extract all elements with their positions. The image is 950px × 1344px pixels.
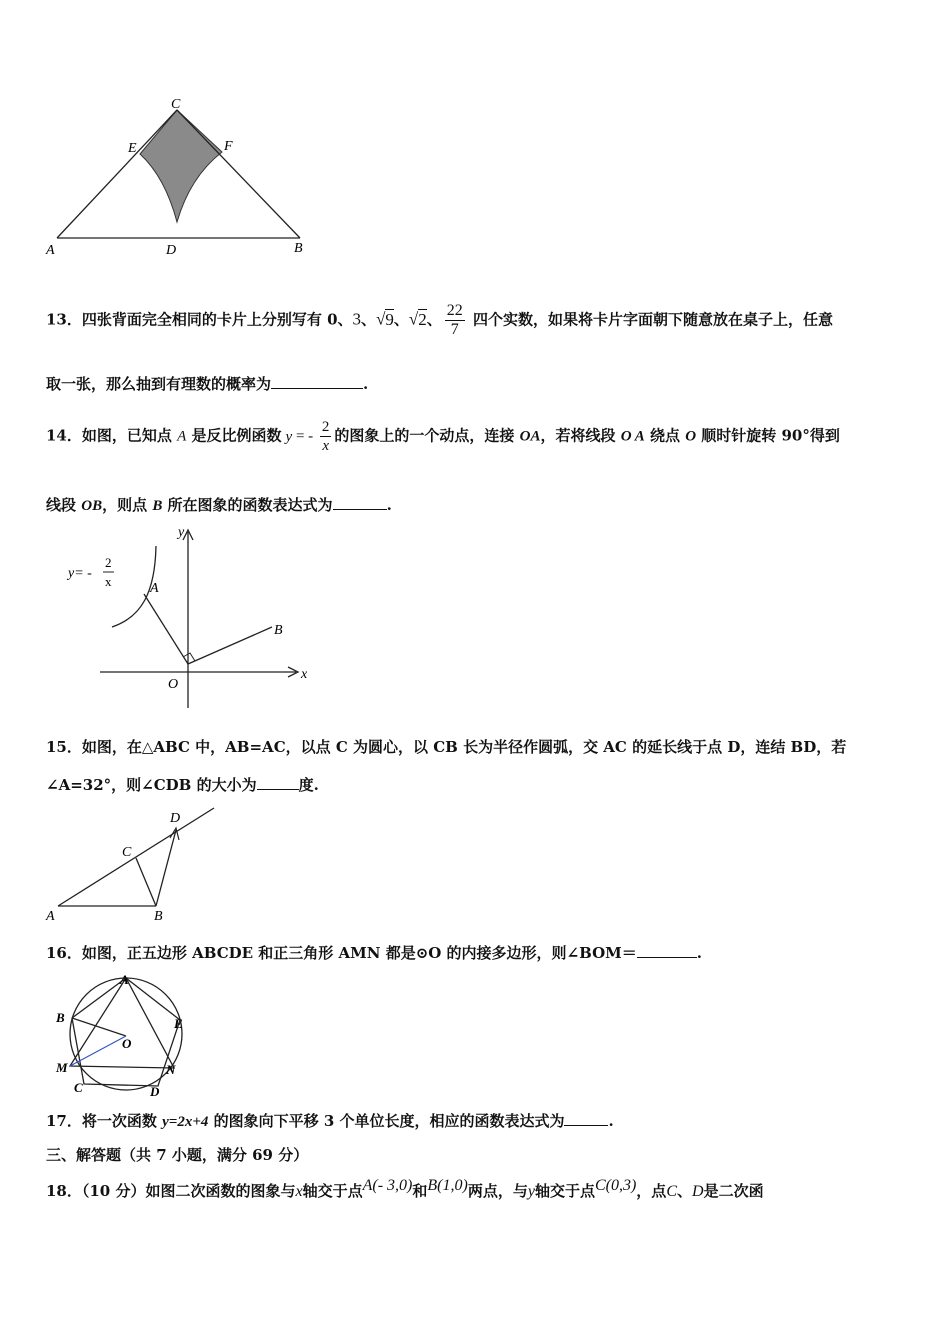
label-d: D [170,811,181,826]
pentagon-abcde [72,978,180,1086]
side-cb [136,858,156,906]
q18-text2: 轴交于点 [302,1182,363,1200]
q15-answer-blank[interactable] [257,775,299,790]
q13-sqrt9: √9 [376,309,394,329]
label-x: x [301,667,308,682]
label-e: E [174,1016,183,1031]
eq-num: 2 [105,555,112,570]
section3-title [46,1144,308,1165]
q16-answer-blank[interactable] [637,943,697,958]
label-o: O [122,1036,132,1051]
q15-line2 [46,774,319,795]
q18-point-b: B(1,0) [427,1177,468,1194]
q13-line2 [46,373,368,394]
q13-sep1: 、 [361,310,377,329]
q13-sqrt2: √2 [408,309,427,329]
q14-func-lhs: y [285,428,293,445]
q14-line2a: 线段 [46,496,82,514]
q13-frac-num: 22 [446,302,463,319]
section3-title-text: 三、解答题（共 7 小题，满分 69 分） [46,1146,309,1164]
q18-number: 18． [46,1182,82,1200]
q17-answer-blank[interactable] [564,1111,608,1126]
label-a: A [120,972,129,987]
q18-axis-x: x [295,1183,303,1200]
figure-q16 [48,970,198,1100]
label-n: N [166,1062,176,1077]
q18-line1 [46,1177,764,1201]
q13-sqrt9-value: 9 [385,309,394,329]
q18-axis-y: y [527,1183,535,1200]
q17-line1 [46,1110,614,1131]
label-a: A [46,243,55,258]
q15-line1 [46,736,846,757]
label-f: F [224,139,233,154]
figure-q14 [60,522,330,712]
q14-frac-num: 2 [321,419,330,435]
q13-sep2: 、 [393,310,409,329]
label-b: B [294,241,303,256]
q14-seg-oa: OA [519,428,541,445]
label-o: O [168,677,179,692]
label-e: E [128,141,137,156]
q14-text5: 绕点 [644,426,686,445]
q13-end: . [363,375,369,393]
q14-frac-den: x [322,438,329,454]
q13-line1 [46,302,833,339]
q13-number: 13． [46,310,82,329]
q14-point-a: A [177,428,187,445]
q14-line2b: ，则点 [102,496,153,514]
q14-seg-ob: OB [81,498,103,514]
label-y: y [178,525,185,540]
q14-answer-blank[interactable] [333,495,387,510]
segment-oa [144,594,188,664]
shaded-region [140,110,222,222]
q14-point-b: B [152,498,163,514]
q14-text1: 如图，已知点 [81,426,178,445]
q14-line2c: 所在图象的函数表达式为 [162,496,333,514]
eq-lhs: y= - [68,566,92,581]
eq-den: x [105,574,112,589]
q18-text5: 轴交于点 [534,1182,595,1200]
line-ad [58,808,214,906]
label-b: B [154,909,163,924]
q13-fraction [445,302,465,339]
q18-point-c2: C [666,1183,677,1200]
figure-q15 [40,802,230,927]
q13-sqrt2-value: 2 [418,309,427,329]
q15-line2b: 度. [298,776,319,794]
q14-point-o: O [685,428,697,445]
q15-line1-text: 如图，在△ABC 中，AB=AC，以点 C 为圆心，以 CB 长为半径作圆弧，交 AC 的延长线于点 D，连结 BD，若 [81,738,847,756]
q18-text3: 和 [412,1182,428,1200]
q16-number: 16． [46,944,82,962]
segment-ob [188,627,272,664]
q14-text3: 的图象上的一个动点，连接 [334,426,520,445]
q17-text1: 将一次函数 [81,1112,163,1130]
q14-text6: 顺时针旋转 90°得到 [696,426,840,445]
q15-number: 15． [46,738,82,756]
q13-answer-blank[interactable] [271,374,363,389]
q13-three: 3 [352,309,362,329]
label-a: A [150,581,159,596]
q18-text6: ，点 [636,1182,667,1200]
q13-text1: 四张背面完全相同的卡片上分别写有 0、 [81,310,353,329]
q13-frac-den: 7 [450,321,459,338]
q14-text4: ，若将线段 [540,426,621,445]
label-c: C [171,97,181,112]
q18-text8: 是二次函 [703,1182,764,1200]
q16-line1 [46,942,702,963]
q17-text2: 的图象向下平移 3 个单位长度，相应的函数表达式为 [208,1112,565,1130]
label-b: B [274,623,283,638]
q15-line2a: ∠A=32°，则∠CDB 的大小为 [46,776,257,794]
q14-line1 [46,418,840,455]
q16-text: 如图，正五边形 ABCDE 和正三角形 AMN 都是⊙O 的内接多边形，则∠BOM＝ [81,944,637,962]
q14-number: 14． [46,426,82,445]
label-b: B [56,1010,65,1025]
q17-end: . [608,1112,614,1130]
q14-fraction [320,418,332,455]
figure-q12 [40,92,320,262]
q14-text2: 是反比例函数 [186,426,282,445]
q14-line2 [46,494,392,515]
q18-text7: 、 [676,1182,692,1200]
q13-text2: 四个实数，如果将卡片字面朝下随意放在桌子上，任意 [467,310,834,329]
segment-bd [156,830,176,906]
q18-point-d: D [692,1183,704,1200]
label-d: D [150,1084,160,1099]
label-c: C [74,1080,83,1095]
q17-func: y=2x+4 [162,1114,209,1130]
q18-text4: 两点，与 [467,1182,528,1200]
label-a: A [46,909,55,924]
q18-point-c: C(0,3) [594,1177,637,1194]
q14-seg-oa2: O A [620,428,645,445]
q18-text1: （10 分）如图二次函数的图象与 [81,1182,296,1200]
q16-end: . [696,944,702,962]
label-m: M [56,1060,68,1075]
q13-sep3: 、 [426,310,442,329]
q14-func-eq: = - [292,428,317,445]
label-d: D [166,243,177,258]
q18-point-a: A(- 3,0) [362,1177,413,1194]
q14-end: . [386,496,392,514]
q17-number: 17． [46,1112,82,1130]
q13-line2-text: 取一张，那么抽到有理数的概率为 [46,375,272,393]
label-c: C [122,845,132,860]
